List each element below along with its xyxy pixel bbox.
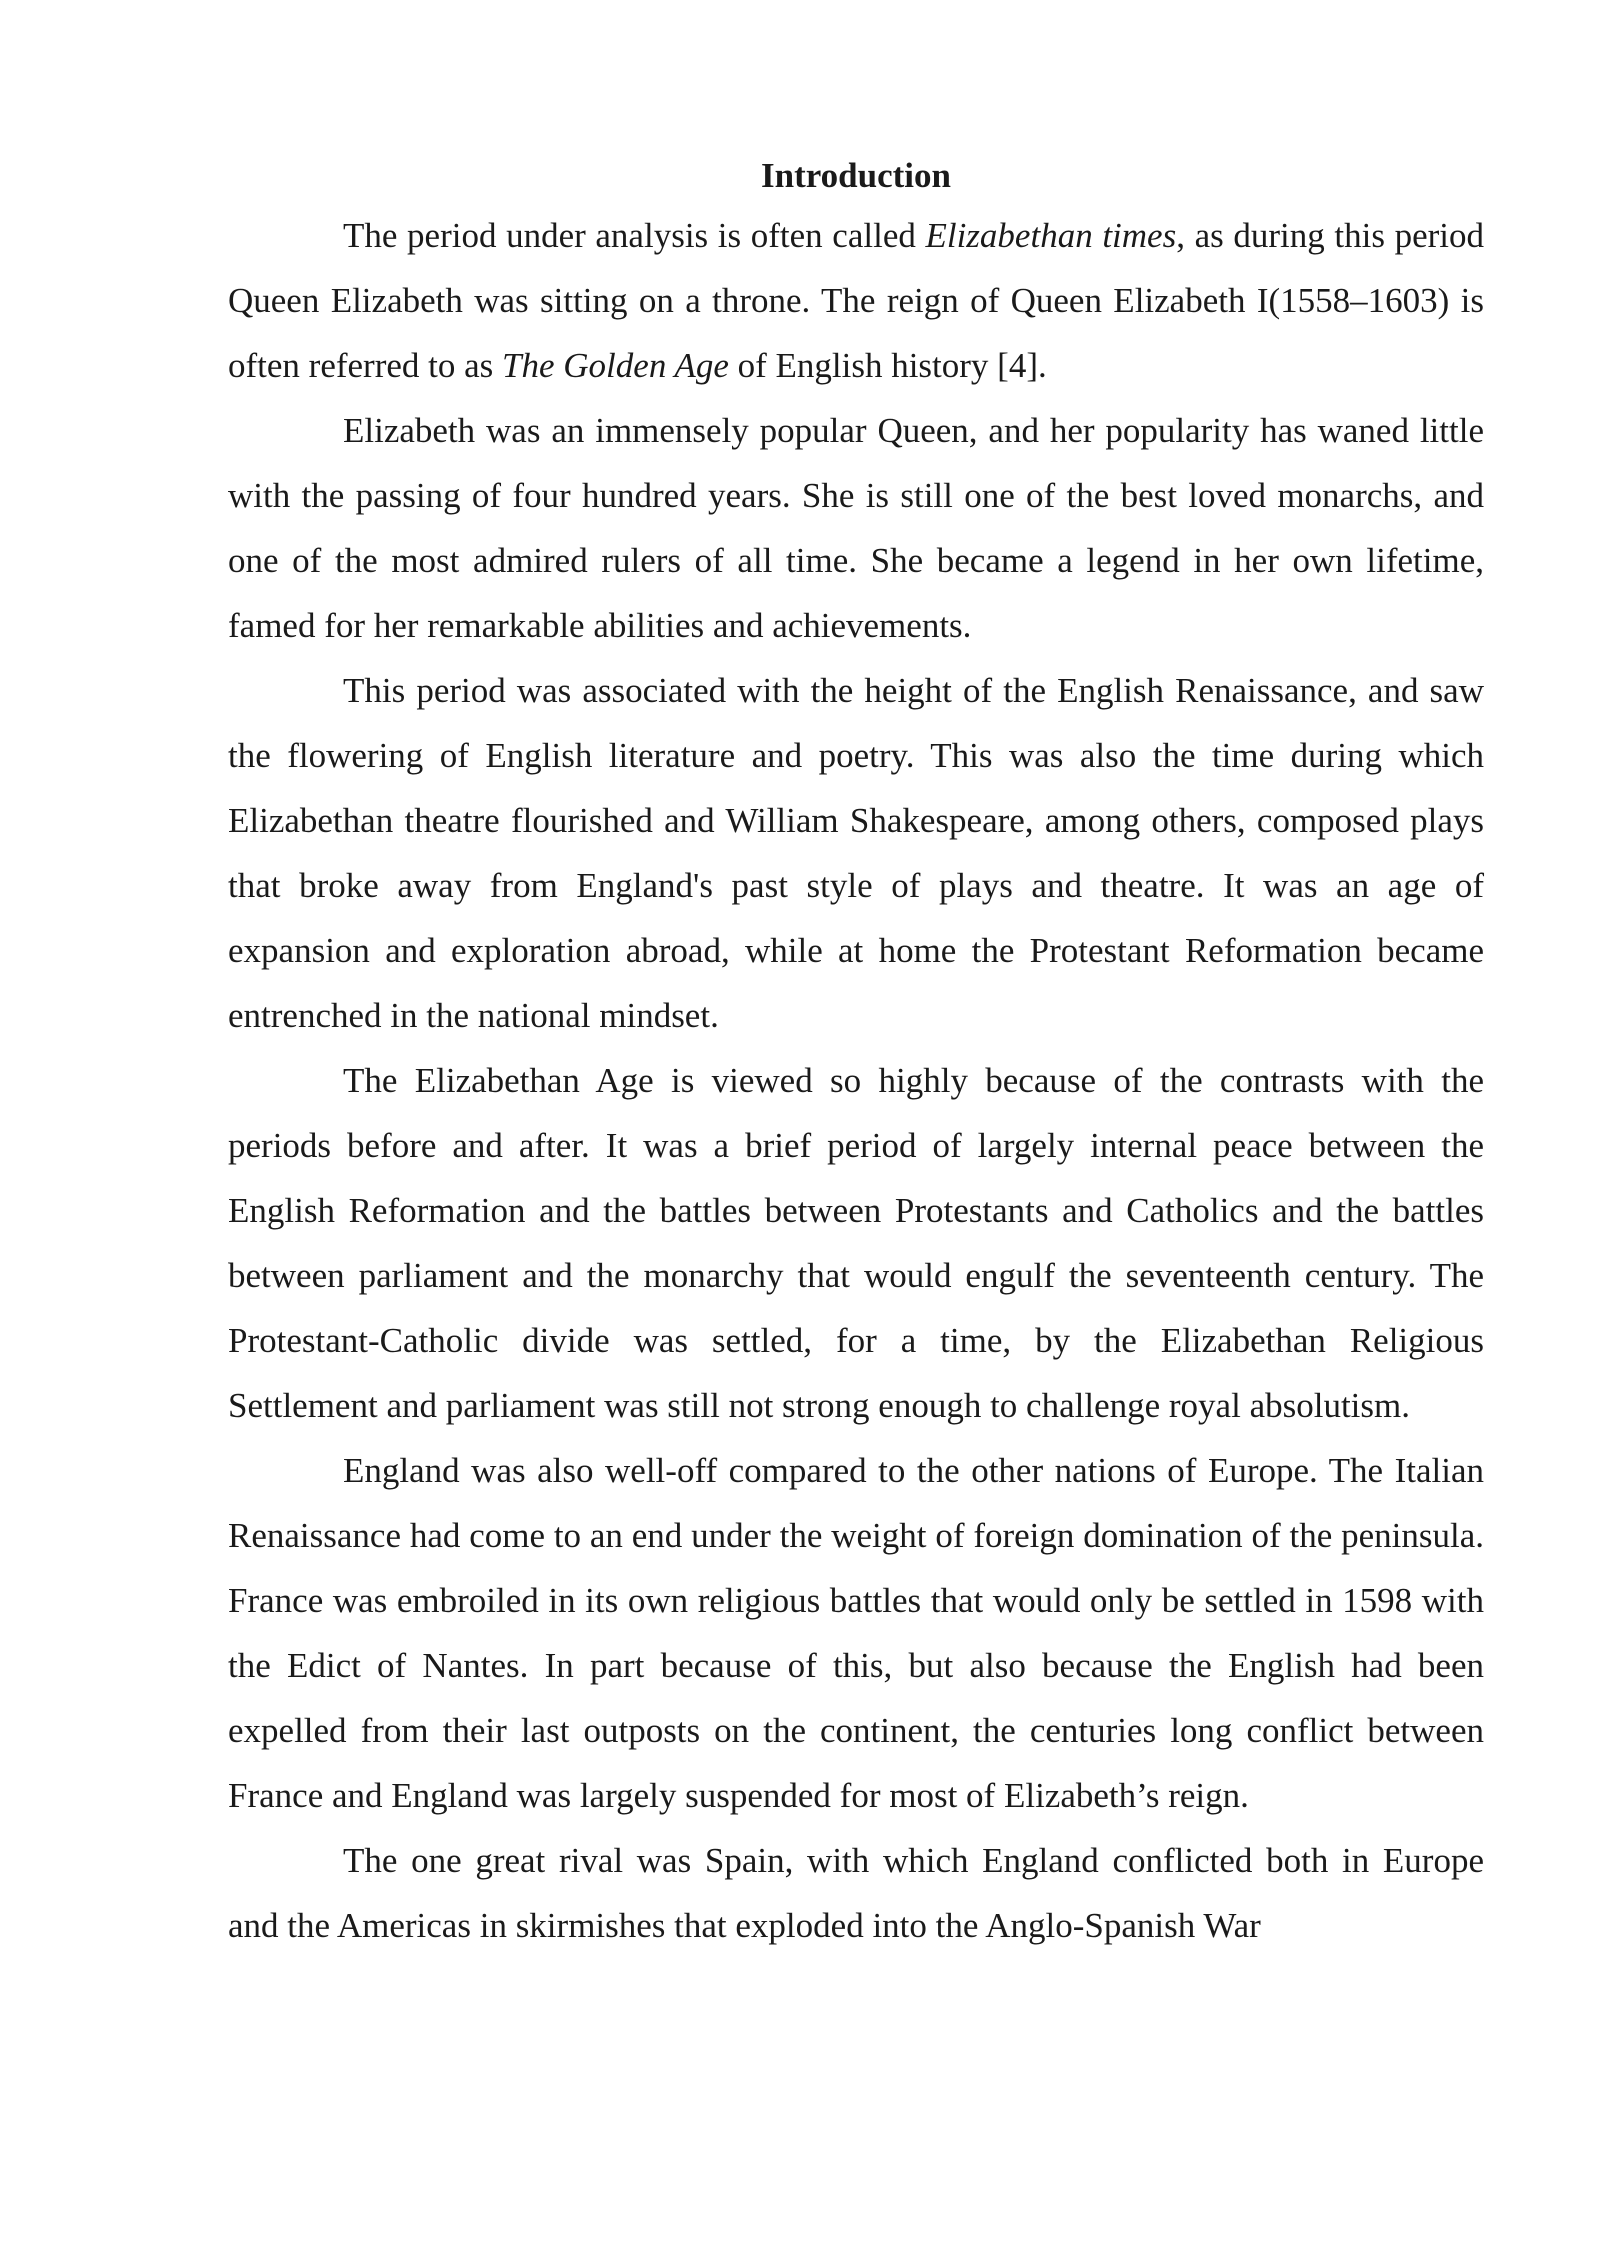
text-run: This period was associated with the height of the English Renaissance, and saw the flowering of English literature and poetry. This was also the time during which Elizabethan theatre flourished and William Shakespeare, among others, composed plays that broke away from England's past style of plays and theatre. It was an age of expansion and exploration abroad, while at home the Protestant Reformation became entrenched in the national mindset. bbox=[228, 671, 1484, 1035]
paragraph bbox=[228, 1438, 1484, 1828]
text-run: Elizabeth was an immensely popular Queen, and her popularity has waned little with the passing of four hundred years. She is still one of the best loved monarchs, and one of the most admired rulers of all time. She became a legend in her own lifetime, famed for her remarkable abilities and achievements. bbox=[228, 411, 1484, 645]
paragraph bbox=[228, 1828, 1484, 1958]
paragraph bbox=[228, 398, 1484, 658]
paragraph bbox=[228, 658, 1484, 1048]
section-heading: Introduction bbox=[761, 156, 951, 195]
paragraph bbox=[228, 1048, 1484, 1438]
paragraph-list bbox=[228, 203, 1484, 1958]
text-run: The Elizabethan Age is viewed so highly because of the contrasts with the periods before and after. It was a brief period of largely internal peace between the English Reformation and the battles between Protestants and Catholics and the battles between parliament and the monarchy that would engulf the seventeenth century. The Protestant-Catholic divide was settled, for a time, by the Elizabethan Religious Settlement and parliament was still not strong enough to challenge royal absolutism. bbox=[228, 1061, 1484, 1425]
text-run: The period under analysis is often called bbox=[343, 216, 926, 255]
text-run: The one great rival was Spain, with which England conflicted both in Europe and the Americas in skirmishes that exploded into the Anglo-Spanish War bbox=[228, 1841, 1484, 1945]
text-run: , as during this period Queen Elizabeth was sitting on a throne. The reign of Queen Elizabeth I(1558–1603) is often referred to as bbox=[228, 216, 1484, 385]
paragraph bbox=[228, 203, 1484, 398]
document-body bbox=[228, 148, 1484, 1958]
italic-text: The Golden Age bbox=[502, 346, 729, 385]
italic-text: Elizabethan times bbox=[925, 216, 1177, 255]
text-run: England was also well-off compared to the other nations of Europe. The Italian Renaissance had come to an end under the weight of foreign domination of the peninsula. France was embroiled in its own religious battles that would only be settled in 1598 with the Edict of Nantes. In part because of this, but also because the English had been expelled from their last outposts on the continent, the centuries long conflict between France and England was largely suspended for most of Elizabeth’s reign. bbox=[228, 1451, 1484, 1815]
text-run: of English history [4]. bbox=[728, 346, 1047, 385]
